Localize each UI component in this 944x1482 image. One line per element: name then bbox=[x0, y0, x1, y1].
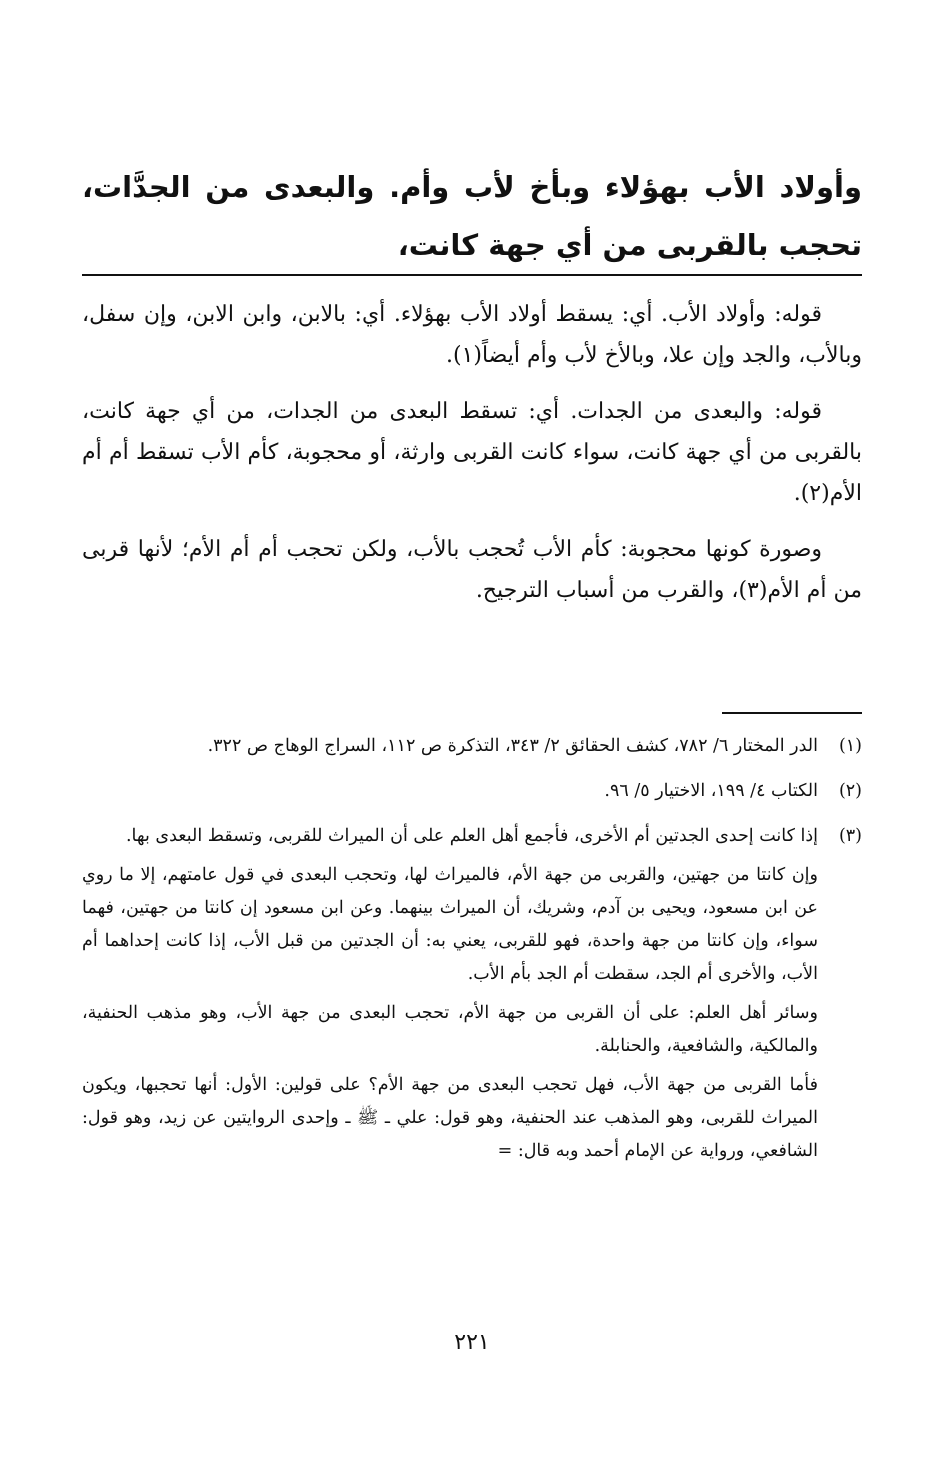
matn-text bbox=[82, 158, 862, 274]
matn-separator-line bbox=[82, 274, 862, 276]
footnote-number: (٣) bbox=[838, 826, 862, 846]
footnotes bbox=[82, 730, 862, 1180]
footnote-paragraph: وسائر أهل العلم: على أن القربى من جهة الأم، تحجب البعدى من جهة الأب، وهو مذهب الحنفية، والمالكية، والشافعية، والحنابلة. bbox=[82, 1003, 818, 1056]
matn-paragraph: وأولاد الأب بهؤلاء وبأخ لأب وأم. والبعدى من الجدَّات، تحجب بالقربى من أي جهة كانت، bbox=[82, 170, 862, 262]
page-number: ٢٢١ bbox=[454, 1330, 490, 1355]
commentary-paragraph: قوله: والبعدى من الجدات. أي: تسقط البعدى من الجدات، من أي جهة كانت، بالقربى من أي جهة كانت، سواء كانت القربى وارثة، أو محجوبة، كأم الأب تسقط أم أم الأم(٢). bbox=[82, 399, 862, 506]
footnote-body bbox=[82, 820, 818, 1174]
commentary-paragraph: قوله: وأولاد الأب. أي: يسقط أولاد الأب بهؤلاء. أي: بالابن، وابن الابن، وإن سفل، وبالأب، والجد وإن علا، وبالأخ لأب وأم أيضاً(١). bbox=[82, 302, 862, 368]
footnote-paragraph: الدر المختار ٦/ ٧٨٢، كشف الحقائق ٢/ ٣٤٣، التذكرة ص ١١٢، السراج الوهاج ص ٣٢٢. bbox=[207, 736, 818, 756]
footnote bbox=[82, 775, 862, 814]
footnote-paragraph: وإن كانتا من جهتين، والقربى من جهة الأم، فالميراث لها، وتحجب البعدى في قول عامتهم، إلا ما روي عن ابن مسعود، ويحيى بن آدم، وشريك، أن الميراث بينهما. وعن ابن مسعود إن كانتا من جهتين، فهما سواء، وإن كانتا من جهة واحدة، فهو للقربى، يعني به: أن الجدتين من قبل الأب، إذا كانت إحداهما أم الأب، والأخرى أم الجد، سقطت أم الجد بأم الأب. bbox=[82, 865, 819, 984]
footnote-body bbox=[82, 730, 818, 769]
commentary-paragraph: وصورة كونها محجوبة: كأم الأب تُحجب بالأب، ولكن تحجب أم أم الأم؛ لأنها قربى من أم الأم(٣)، والقرب من أسباب الترجيح. bbox=[82, 537, 862, 603]
commentary bbox=[82, 294, 862, 626]
footnote-number: (١) bbox=[838, 736, 862, 756]
footnote-paragraph: إذا كانت إحدى الجدتين أم الأخرى، فأجمع أهل العلم على أن الميراث للقربى، وتسقط البعدى بها. bbox=[125, 826, 818, 846]
footnote bbox=[82, 820, 862, 1174]
footnote-number: (٢) bbox=[838, 781, 862, 801]
footnote-separator-line bbox=[722, 712, 862, 714]
footnote-paragraph: الكتاب ٤/ ١٩٩، الاختيار ٥/ ٩٦. bbox=[604, 781, 818, 801]
footnote-paragraph: فأما القربى من جهة الأب، فهل تحجب البعدى من جهة الأم؟ على قولين: الأول: أنها تحجبها، ويكون الميراث للقربى، وهو المذهب عند الحنفية، وهو قول: علي ـ ﷺ ـ وإحدى الروايتين عن زيد، وهو قول: الشافعي، ورواية عن الإمام أحمد وبه قال: = bbox=[82, 1075, 818, 1161]
footnote bbox=[82, 730, 862, 769]
footnote-body bbox=[82, 775, 818, 814]
